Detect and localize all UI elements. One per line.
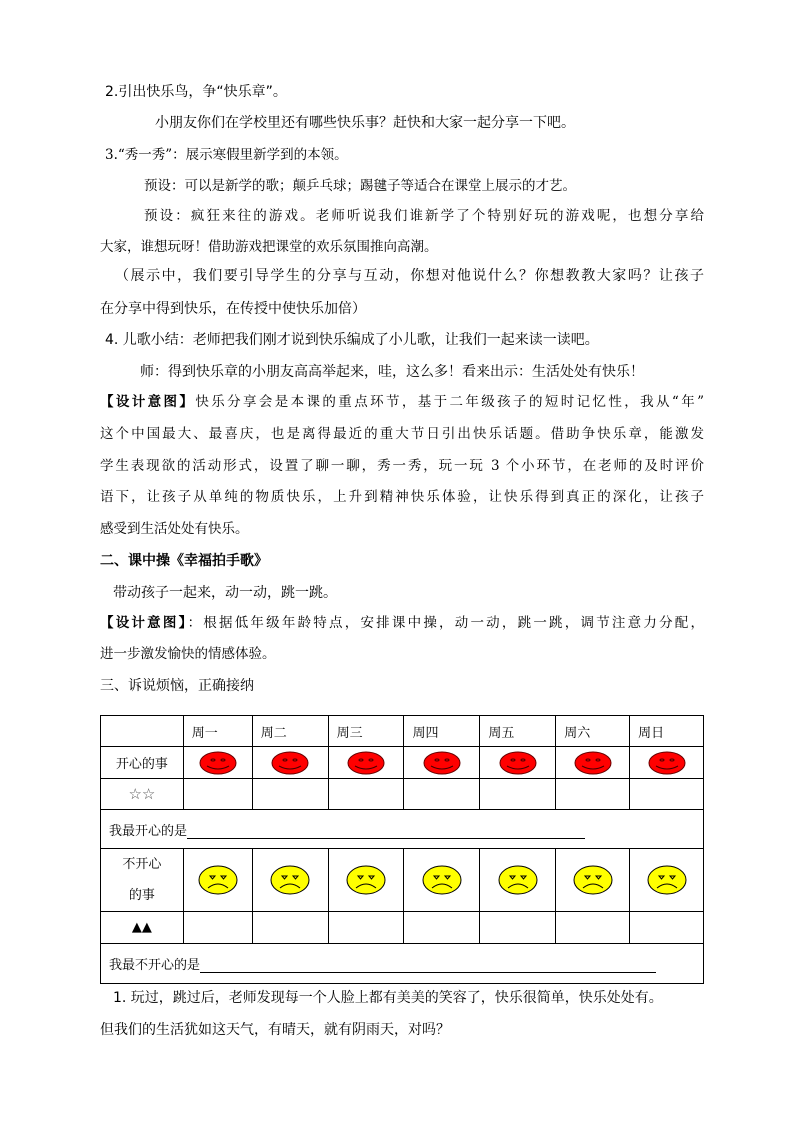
design-intent-1 bbox=[100, 393, 704, 411]
header-row bbox=[101, 716, 704, 747]
section-3-title: 三、诉说烦恼，正确接纳 bbox=[100, 678, 254, 694]
unhappiest-row bbox=[101, 944, 704, 984]
day-cell bbox=[252, 849, 328, 912]
empty-cell[interactable] bbox=[328, 912, 404, 944]
day-cell bbox=[630, 747, 704, 779]
day-cell bbox=[630, 849, 704, 912]
sad-face-icon bbox=[422, 865, 462, 895]
design-intent-text: 快乐分享会是本课的重点环节，基于二年级孩子的短时记忆性，我从“年” bbox=[195, 394, 704, 410]
empty-cell[interactable] bbox=[328, 779, 404, 810]
day-cell bbox=[480, 747, 556, 779]
happy-label: 开心的事 bbox=[101, 747, 184, 779]
design-intent-1-line3: 学生表现欲的活动形式，设置了聊一聊，秀一秀，玩一玩 3 个小环节，在老师的及时评价 bbox=[100, 458, 704, 474]
sad-face-icon bbox=[647, 865, 687, 895]
day-header: 周五 bbox=[480, 716, 556, 747]
design-intent-2-line2: 进一步激发愉快的情感体验。 bbox=[100, 646, 276, 662]
day-header: 周四 bbox=[404, 716, 480, 747]
day-header: 周日 bbox=[630, 716, 704, 747]
triangles-row bbox=[101, 912, 704, 944]
empty-cell[interactable] bbox=[630, 779, 704, 810]
empty-cell[interactable] bbox=[480, 912, 556, 944]
section-3-heading bbox=[100, 677, 254, 695]
step-3: 3.“秀一秀”：展示寒假里新学到的本领。 bbox=[105, 147, 348, 163]
empty-cell[interactable] bbox=[480, 779, 556, 810]
closing-line-1: 1. 玩过，跳过后，老师发现每一个人脸上都有美美的笑容了，快乐很简单，快乐处处有。 bbox=[113, 990, 663, 1006]
design-intent-1-line5: 感受到生活处处有快乐。 bbox=[100, 521, 249, 537]
day-cell bbox=[328, 849, 404, 912]
day-cell bbox=[404, 849, 480, 912]
design-intent-1-line2: 这个中国最大、最喜庆，也是离得最近的重大节日引出快乐话题。借助争快乐章，能激发 bbox=[100, 426, 704, 442]
mood-table bbox=[100, 715, 704, 984]
happiest-blank[interactable] bbox=[187, 838, 585, 839]
happiest-cell bbox=[101, 810, 704, 849]
day-header: 周三 bbox=[328, 716, 404, 747]
unhappy-row bbox=[101, 849, 704, 912]
closing-line-2: 但我们的生活犹如这天气，有晴天，就有阴雨天，对吗？ bbox=[100, 1022, 450, 1038]
day-header: 周一 bbox=[183, 716, 252, 747]
design-intent-text: ：根据低年级年龄特点，安排课中操，动一动，跳一跳，调节注意力分配， bbox=[187, 615, 705, 631]
design-intent-label: 【设计意图】 bbox=[100, 394, 196, 410]
unhappiest-blank[interactable] bbox=[200, 972, 656, 973]
design-intent-1-line4: 语下，让孩子从单纯的物质快乐，上升到精神快乐体验，让快乐得到真正的深化，让孩子 bbox=[100, 489, 704, 505]
corner-cell bbox=[101, 716, 184, 747]
sad-face-icon bbox=[270, 865, 310, 895]
happiest-label: 我最开心的是 bbox=[109, 823, 188, 839]
day-cell bbox=[252, 747, 328, 779]
step-2: 2.引出快乐鸟，争“快乐章”。 bbox=[105, 84, 287, 100]
happy-face-icon bbox=[423, 751, 461, 775]
preset-2-cont: 大家，谁想玩呀！借助游戏把课堂的欢乐氛围推向高潮。 bbox=[100, 239, 438, 255]
sad-face-icon bbox=[498, 865, 538, 895]
day-cell bbox=[556, 849, 630, 912]
empty-cell[interactable] bbox=[252, 912, 328, 944]
empty-cell[interactable] bbox=[630, 912, 704, 944]
happy-face-icon bbox=[199, 751, 237, 775]
sad-face-icon bbox=[346, 865, 386, 895]
sad-face-icon bbox=[573, 865, 613, 895]
day-cell bbox=[328, 747, 404, 779]
day-cell bbox=[183, 747, 252, 779]
empty-cell[interactable] bbox=[556, 912, 630, 944]
happy-face-icon bbox=[574, 751, 612, 775]
empty-cell[interactable] bbox=[252, 779, 328, 810]
stars-row bbox=[101, 779, 704, 810]
note-cont: 在分享中得到快乐，在传授中使快乐加倍） bbox=[100, 301, 366, 317]
day-cell bbox=[183, 849, 252, 912]
empty-cell[interactable] bbox=[183, 779, 252, 810]
happiest-row bbox=[101, 810, 704, 849]
step-4: 4. 儿歌小结：老师把我们刚才说到快乐编成了小儿歌，让我们一起来读一读吧。 bbox=[105, 332, 599, 348]
preset-2: 预设：疯狂来往的游戏。老师听说我们谁新学了个特别好玩的游戏呢，也想分享给 bbox=[144, 208, 704, 224]
unhappy-label-line1: 不开心 bbox=[122, 857, 162, 872]
stars-label: ☆☆ bbox=[101, 779, 184, 810]
happy-row bbox=[101, 747, 704, 779]
note: （展示中，我们要引导学生的分享与互动，你想对他说什么？你想教教大家吗？让孩子 bbox=[115, 268, 704, 284]
unhappiest-cell bbox=[101, 944, 704, 984]
happy-face-icon bbox=[271, 751, 309, 775]
section-2-heading: 二、课中操《幸福拍手歌》 bbox=[100, 553, 268, 569]
happy-face-icon bbox=[347, 751, 385, 775]
empty-cell[interactable] bbox=[183, 912, 252, 944]
unhappy-label-line2: 的事 bbox=[128, 888, 155, 903]
triangles-label: ▲▲ bbox=[101, 912, 184, 944]
day-header: 周二 bbox=[252, 716, 328, 747]
empty-cell[interactable] bbox=[556, 779, 630, 810]
happy-face-icon bbox=[499, 751, 537, 775]
unhappy-label bbox=[101, 849, 184, 912]
preset-1: 预设：可以是新学的歌；颠乒乓球；踢毽子等适合在课堂上展示的才艺。 bbox=[144, 178, 576, 194]
teacher-line: 师：得到快乐章的小朋友高高举起来，哇，这么多！看来出示：生活处处有快乐！ bbox=[140, 364, 644, 380]
sad-face-icon bbox=[198, 865, 238, 895]
day-header: 周六 bbox=[556, 716, 630, 747]
section-2-text: 带动孩子一起来，动一动，跳一跳。 bbox=[113, 585, 337, 601]
unhappiest-label: 我最不开心的是 bbox=[109, 958, 201, 973]
day-cell bbox=[404, 747, 480, 779]
share-prompt: 小朋友你们在学校里还有哪些快乐事？赶快和大家一起分享一下吧。 bbox=[155, 115, 575, 131]
day-cell bbox=[480, 849, 556, 912]
empty-cell[interactable] bbox=[404, 779, 480, 810]
design-intent-2 bbox=[100, 614, 704, 632]
happy-face-icon bbox=[648, 751, 686, 775]
empty-cell[interactable] bbox=[404, 912, 480, 944]
day-cell bbox=[556, 747, 630, 779]
design-intent-label: 【设计意图】 bbox=[100, 615, 188, 631]
